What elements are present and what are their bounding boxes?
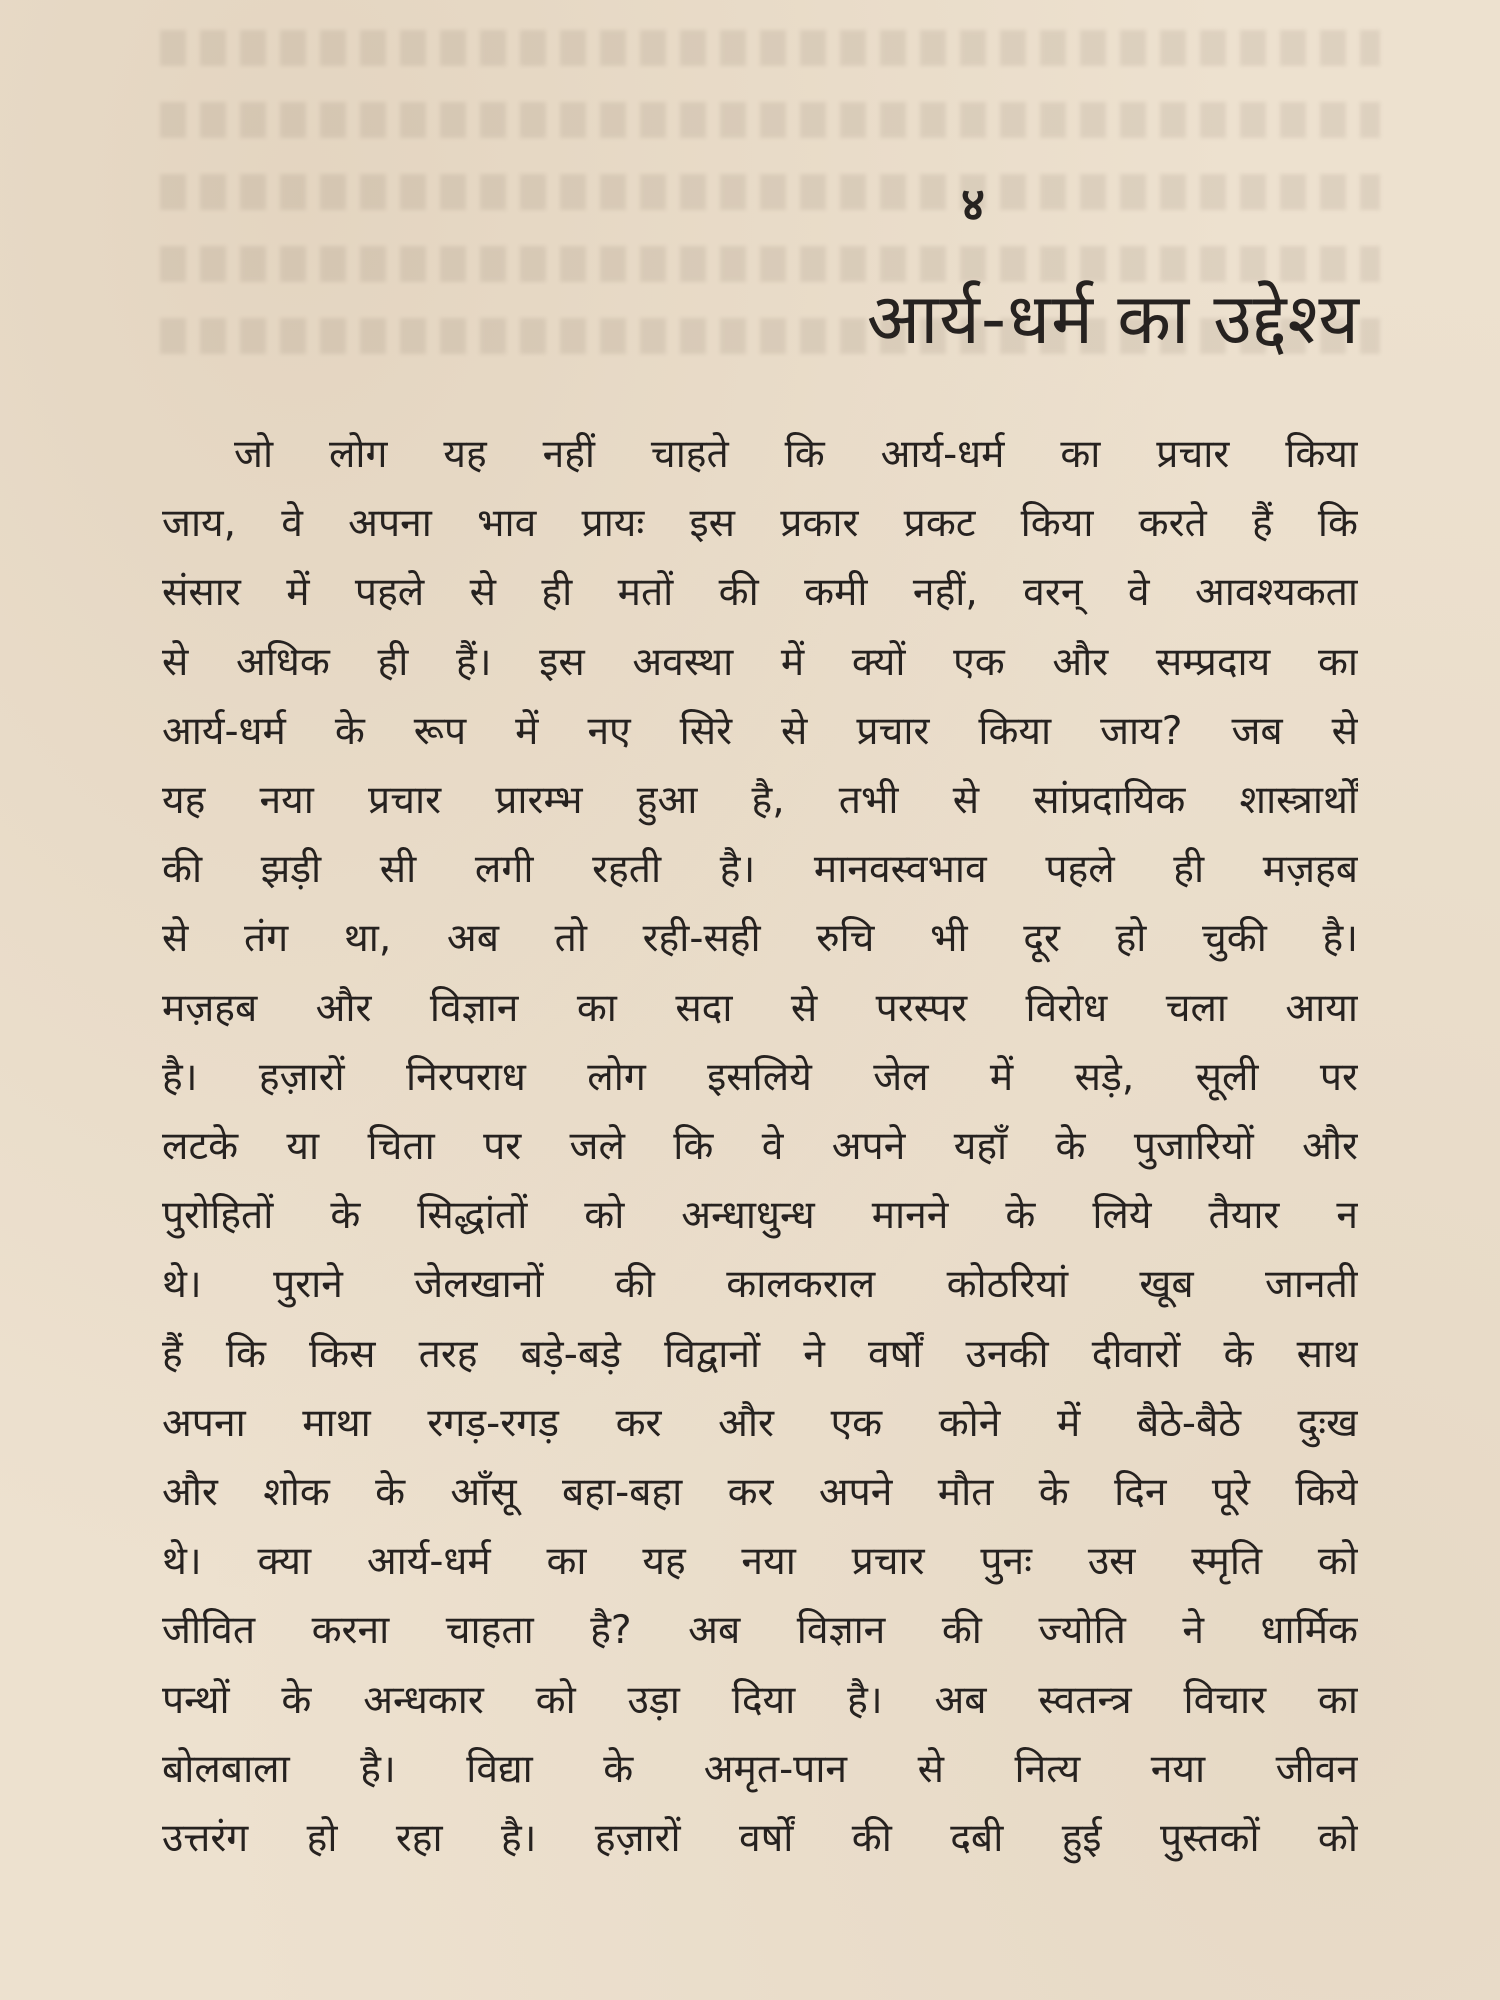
chapter-title: आर्य-धर्म का उद्देश्य [866,278,1360,360]
text-line: जाय, वे अपना भाव प्रायः इस प्रकार प्रकट किया करते हैं कि [162,501,1358,547]
text-line: थे। पुराने जेलखानों की कालकराल कोठरियां खूब जानती [162,1262,1358,1308]
text-line: पुरोहितों के सिद्धांतों को अन्धाधुन्ध मानने के लिये तैयार न [162,1193,1358,1239]
text-line: मज़हब और विज्ञान का सदा से परस्पर विरोध चला आया [162,985,1358,1031]
text-line: लटके या चिता पर जले कि वे अपने यहाँ के पुजारियों और [162,1124,1358,1170]
text-line: और शोक के आँसू बहा-बहा कर अपने मौत के दिन पूरे किये [162,1470,1358,1516]
chapter-number: ४ [961,177,985,231]
text-line: बोलबाला है। विद्या के अमृत-पान से नित्य नया जीवन [162,1746,1358,1792]
text-line: की झड़ी सी लगी रहती है। मानवस्वभाव पहले ही मज़हब [162,847,1358,893]
text-line: संसार में पहले से ही मतों की कमी नहीं, वरन् वे आवश्यकता [162,570,1358,616]
text-line: जो लोग यह नहीं चाहते कि आर्य-धर्म का प्रचार किया [234,432,1358,477]
text-line: हैं कि किस तरह बड़े-बड़े विद्वानों ने वर्षों उनकी दीवारों के साथ [162,1331,1358,1377]
text-line: थे। क्या आर्य-धर्म का यह नया प्रचार पुनः उस स्मृति को [162,1539,1358,1585]
text-line: उत्तरंग हो रहा है। हज़ारों वर्षों की दबी हुई पुस्तकों को [162,1816,1358,1862]
text-line: जीवित करना चाहता है? अब विज्ञान की ज्योति ने धार्मिक [162,1608,1358,1654]
body-paragraph [162,420,1358,1873]
text-line: से तंग था, अब तो रही-सही रुचि भी दूर हो चुकी है। [162,916,1358,962]
text-line: से अधिक ही हैं। इस अवस्था में क्यों एक और सम्प्रदाय का [162,639,1358,685]
text-line: यह नया प्रचार प्रारम्भ हुआ है, तभी से सांप्रदायिक शास्त्रार्थों [162,778,1358,824]
text-line: है। हज़ारों निरपराध लोग इसलिये जेल में सड़े, सूली पर [162,1054,1358,1100]
text-line: आर्य-धर्म के रूप में नए सिरे से प्रचार किया जाय? जब से [162,708,1358,754]
text-line: अपना माथा रगड़-रगड़ कर और एक कोने में बैठे-बैठे दुःख [162,1400,1358,1446]
show-through-text [160,30,1380,450]
text-line: पन्थों के अन्धकार को उड़ा दिया है। अब स्वतन्त्र विचार का [162,1677,1358,1723]
